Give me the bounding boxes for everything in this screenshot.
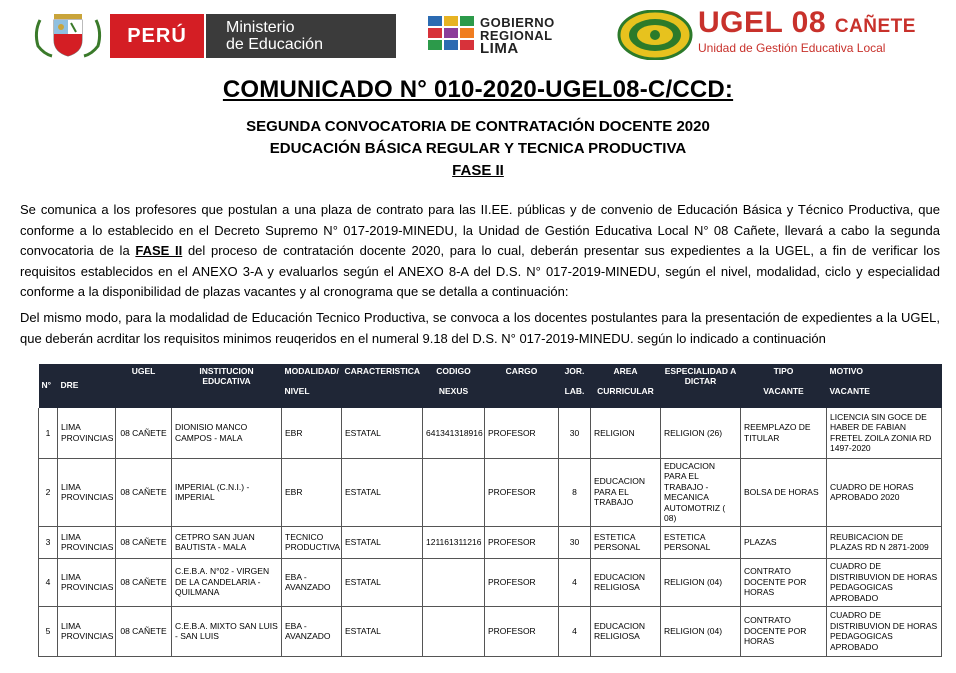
gobierno-regional-logo-icon — [428, 16, 474, 50]
header-especialidad: ESPECIALIDAD A DICTAR — [661, 364, 741, 408]
header-caracteristica: CARACTERISTICA — [342, 364, 423, 408]
gobierno-regional-text: GOBIERNO REGIONAL LIMA — [480, 15, 555, 57]
paragraph-intro: Se comunica a los profesores que postulan a una plaza de contrato para las II.EE. públicas y de convenio de Educación Básica y Técnico Productiva, que conforme a lo establecido en el Decreto Supremo N° 017-2019-MINEDU, la Unidad de Gestión Educativa Local N° 08 Cañete, llevará a cabo la segunda convocatoria de la FASE II del proceso de contratación docente 2020, para lo cual, deberán presentar sus expedientes a la UGEL, a fin de verificar los requisitos establecidos en el ANEXO 3-A y evaluarlos según el ANEXO 8-A del D.S. N° 017-2019-MINEDU, según el nivel, modalidad, ciclo y especialidad conforme a la disponibilidad de plazas vacantes y al cronograma que se detalla a continuación: — [20, 202, 940, 299]
header-ugel: UGEL — [116, 364, 172, 408]
header-cargo: CARGO — [485, 364, 559, 408]
header-jor: JOR. LAB. — [559, 364, 591, 408]
ugel-seal-icon — [617, 10, 693, 60]
header-codigo: CODIGO NEXUS — [423, 364, 485, 408]
table-row: 5 LIMA PROVINCIAS 08 CAÑETE C.E.B.A. MIXTO SAN LUIS - SAN LUIS EBA - AVANZADO ESTATAL PROFESOR 4 EDUCACION RELIGIOSA RELIGION (04) CONTRATO DOCENTE POR HORAS CUADRO DE DISTRIBUVION DE HORAS PEDAGOGICAS APROBADO — [39, 606, 942, 656]
table-row: 4 LIMA PROVINCIAS 08 CAÑETE C.E.B.A. N°02 - VIRGEN DE LA CANDELARIA - QUILMANA EBA - AVANZADO ESTATAL PROFESOR 4 EDUCACION RELIGIOSA RELIGION (04) CONTRATO DOCENTE POR HORAS CUADRO DE DISTRIBUVION DE HORAS PEDAGOGICAS APROBADO — [39, 558, 942, 606]
table-header-row — [39, 364, 942, 408]
table-row: 1 LIMA PROVINCIAS 08 CAÑETE DIONISIO MANCO CAMPOS - MALA EBR ESTATAL 641341318916 PROFESOR 30 RELIGION RELIGION (26) REEMPLAZO DE TITULAR LICENCIA SIN GOCE DE HABER DE FABIAN FRETEL ZOILA ZONIA RD 1497-2020 — [39, 408, 942, 458]
header-institucion: INSTITUCION EDUCATIVA — [172, 364, 282, 408]
table-row: 3 LIMA PROVINCIAS 08 CAÑETE CETPRO SAN JUAN BAUTISTA - MALA TECNICO PRODUCTIVA ESTATAL 121161311216 PROFESOR 30 ESTETICA PERSONAL ESTETICA PERSONAL PLAZAS REUBICACION DE PLAZAS RD N 2871-2009 — [39, 526, 942, 558]
fase-highlight: FASE II — [135, 243, 183, 258]
ugel-subtitle: Unidad de Gestión Educativa Local — [698, 41, 886, 55]
page-title: COMUNICADO N° 010-2020-UGEL08-C/CCD: — [222, 76, 734, 103]
minedu-badge — [206, 14, 396, 58]
plazas-table — [38, 364, 942, 657]
header-logos — [0, 0, 956, 70]
subtitle-educacion: EDUCACIÓN BÁSICA REGULAR Y TECNICA PRODUCTIVA — [269, 140, 687, 157]
header-area: AREA CURRICULAR — [591, 364, 661, 408]
paragraph-tecnico-productiva: Del mismo modo, para la modalidad de Educación Tecnico Productiva, se convoca a los docentes postulantes para la presentación de expedientes a la UGEL, que deberán acrditar los requisitos minimos reuqeridos en el numeral 9.18 del D.S. N° 017-2019-MINEDU. según lo indicado a continuación — [20, 310, 940, 346]
peru-badge: PERÚ — [110, 14, 204, 58]
peru-coat-of-arms-icon — [30, 12, 106, 58]
header-dre: DRE — [58, 364, 116, 408]
table-row: 2 LIMA PROVINCIAS 08 CAÑETE IMPERIAL (C.N.I.) - IMPERIAL EBR ESTATAL PROFESOR 8 EDUCACION PARA EL TRABAJO EDUCACION PARA EL TRABAJO - MECANICA AUTOMOTRIZ ( 08) BOLSA DE HORAS CUADRO DE HORAS APROBADO 2020 — [39, 458, 942, 526]
minedu-line1: Ministerio — [226, 19, 295, 36]
header-tipo: TIPO VACANTE — [741, 364, 827, 408]
ugel-title: UGEL 08 CAÑETE — [698, 6, 916, 39]
header-num: N° — [39, 364, 58, 408]
subtitle-fase: FASE II — [452, 162, 504, 179]
minedu-line2: de Educación — [226, 36, 323, 53]
subtitle-convocatoria: SEGUNDA CONVOCATORIA DE CONTRATACIÓN DOCENTE 2020 — [246, 118, 710, 135]
header-modalidad: MODALIDAD/ NIVEL — [282, 364, 342, 408]
header-motivo: MOTIVO VACANTE — [827, 364, 942, 408]
